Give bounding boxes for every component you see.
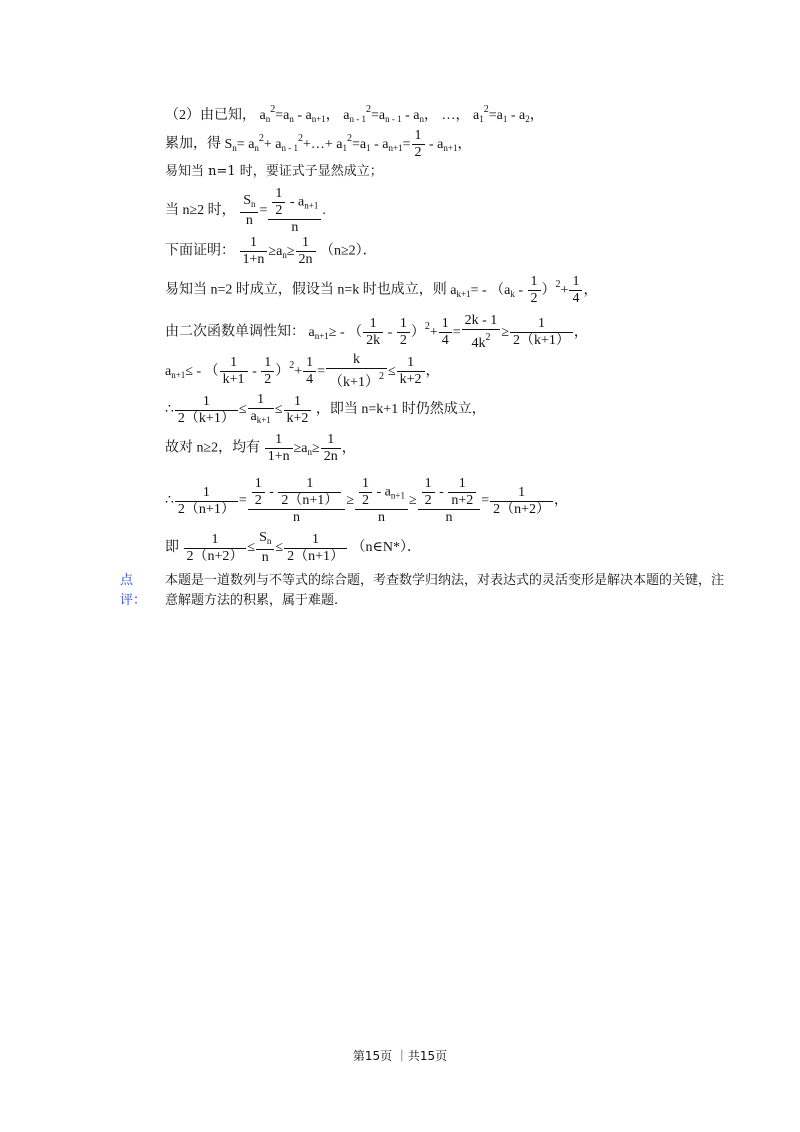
line-7-prefix: 由二次函数单调性知：: [165, 324, 305, 340]
solution-line-9: [165, 392, 486, 428]
line-12-prefix: 即: [165, 540, 179, 556]
line-10-prefix: 故对 n≥2，均有: [165, 440, 261, 456]
formula-half-minus-a: $\frac{1}{2}$ - $a_{n+1}$ n: [268, 186, 321, 236]
solution-line-1: [165, 101, 544, 128]
line-2-prefix: 累加，得: [165, 136, 221, 152]
line-12-suffix: （n∈N*）．: [351, 540, 421, 556]
formula-chain: ∴ $\frac{1}{2(n+1)}$ = $\frac{1}{2}$ - $\frac{1}{2(n+1)}$ n ≥ $\frac{1}{2}$ - $a_{n+1}$ n ≥ $\frac{1}{2}$ - $\frac{1}{n+2}$ n = $\frac{1}{2(n+2)}$ ，: [165, 476, 569, 525]
line-9-suffix: ，即当 n=k+1 时仍然成立，: [315, 402, 486, 418]
solution-line-10: [165, 432, 356, 465]
page-footer: 第15页 ｜共15页: [352, 1049, 448, 1063]
solution-line-6: [165, 274, 597, 307]
solution-line-7: [165, 313, 588, 352]
line-5-suffix: （n≥2）．: [320, 243, 377, 259]
solution-line-2: [165, 128, 471, 161]
solution-line-4: 当 n≥2 时， $\frac{S_n}{n}$ = $\frac{1}{2}$ - $a_{n+1}$ n .: [165, 186, 326, 235]
formula-lower-bound: $a_{n+1}\ge$ - （ $\frac{1}{2k}$ - $\frac{1}{2}$ ）$^2$+ $\frac{1}{4}$ = $\frac{2k - 1}{4k^2}$ ≥ $\frac{1}{2(k+1)}$ ，: [308, 313, 588, 351]
formula-sn-over-n: $\frac{S_n}{n}$: [240, 193, 258, 229]
formula-induction-step: ∴ $\frac{1}{2(k+1)}$ ≤ $\frac{1}{a_{k+1}}$ ≤ $\frac{1}{k+2}$: [165, 402, 312, 417]
formula-sum: $S_n= a_n^2+$ $a_{n - 1}^2+\dots+ a_1^2=a_1 - a_{n+1}=$ $\frac{1}{2}$ - $a_{n+1}$，: [224, 128, 472, 160]
formula-general-bounds: $\frac{1}{1+n}$ $\ge a_n\ge$ $\frac{1}{2n}$ ，: [264, 441, 356, 456]
line-4-prefix: 当 n≥2 时，: [165, 203, 236, 219]
comment-label-2: 评：: [120, 593, 147, 608]
solution-line-11: [165, 476, 568, 526]
line-1-prefix: （2）由已知，: [165, 108, 256, 123]
formula-ak1: $a_{k+1}= - (a_k$ - $\frac{1}{2}$ ）$^2$+ $\frac{1}{4}$ ，: [450, 274, 598, 306]
line-5-prefix: 下面证明：: [165, 243, 235, 259]
line-6-prefix: 易知当 n=2 时成立，假设当 n=k 时也成立，则: [165, 282, 447, 298]
comment-label-1: 点: [120, 573, 134, 588]
solution-line-8: [165, 352, 440, 391]
solution-line-5: [165, 235, 377, 268]
comment-text: 本题是一道数列与不等式的综合题，考查数学归纳法，对表达式的灵活变形是解决本题的关键，注意解题方法的积累，属于难题.: [165, 573, 725, 608]
formula-recurrence: $a_n^2=a_n - a_{n+1}$， $a_{n - 1}^2=a_{n - 1} - a_n$， …， $a_1^2=a_1 - a_2$，: [259, 104, 544, 124]
formula-bounds: $\frac{1}{1+n}$ $\ge a_n\ge$ $\frac{1}{2n}$: [239, 244, 317, 259]
formula-conclusion: $\frac{1}{2(n+2)}$ ≤ $\frac{S_n}{n}$ ≤ $\frac{1}{2(n+1)}$: [183, 540, 348, 555]
formula-upper-bound: $a_{n+1}\le$ - （ $\frac{1}{k+1}$ - $\frac{1}{2}$ ）$^2$+ $\frac{1}{4}$ = $\frac{k}{(k+1)^2}$ ≤ $\frac{1}{k+2}$ ，: [165, 352, 440, 390]
solution-line-12: [165, 530, 421, 566]
solution-line-3: 易知当 n=1 时，要证式子显然成立；: [165, 164, 383, 179]
